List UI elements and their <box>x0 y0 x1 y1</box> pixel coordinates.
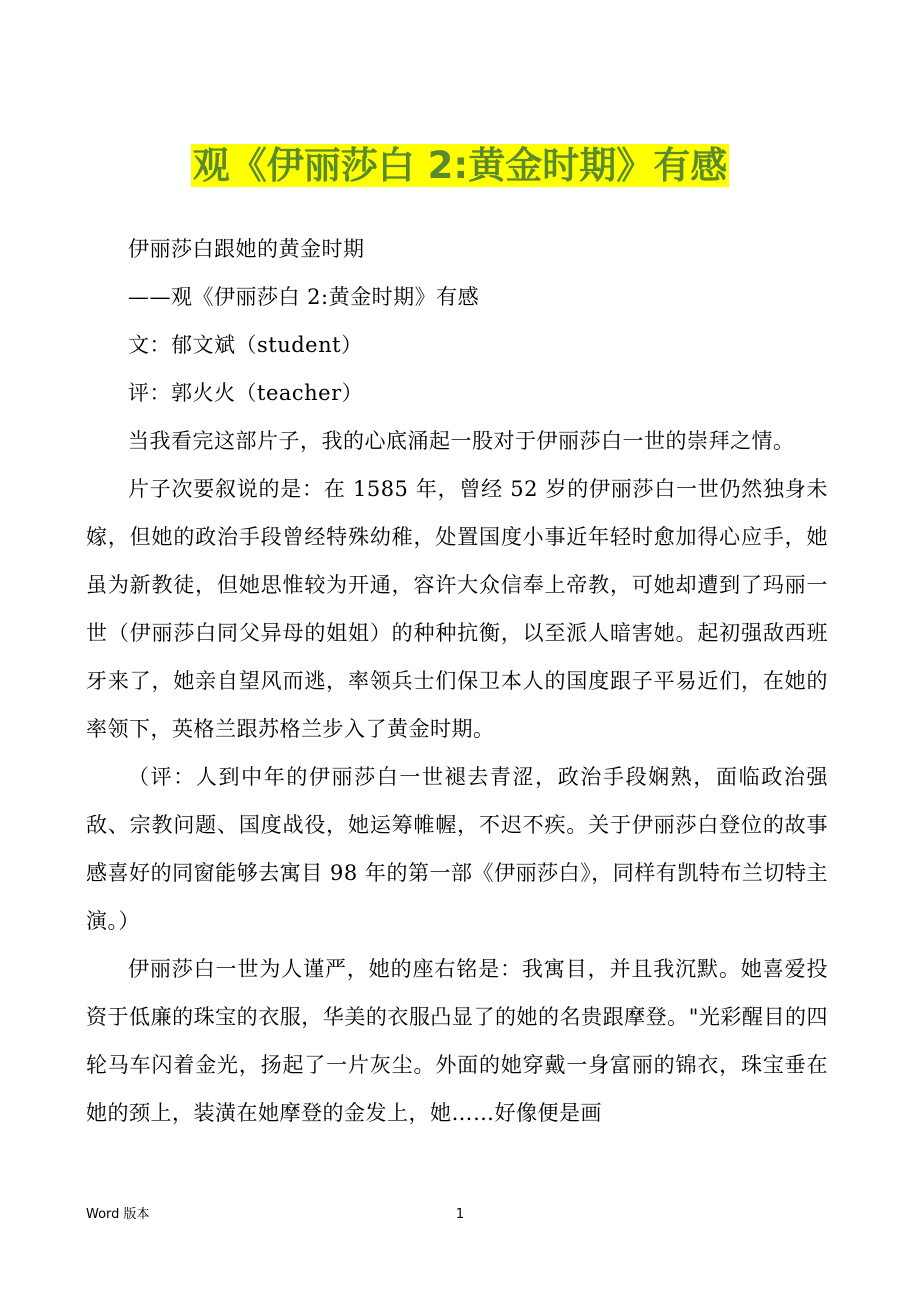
paragraph-subtitle: 伊丽莎白跟她的黄金时期 <box>128 237 365 261</box>
page-title <box>0 142 920 190</box>
paragraph-reviewer: 评：郭火火（teacher） <box>128 381 364 405</box>
page-number: 1 <box>455 1207 465 1222</box>
paragraph-body: 当我看完这部片子，我的心底涌起一股对于伊丽莎白一世的崇拜之情。 <box>128 429 795 453</box>
paragraph-comment: （评：人到中年的伊丽莎白一世褪去青涩，政治手段娴熟，面临政治强敌、宗教问题、国度战役，她运筹帷幄，不迟不疾。关于伊丽莎白登位的故事感喜好的同窗能够去寓目 98 年的第一部《伊丽莎白》，同样有凯特布兰切特主演。） <box>86 765 828 933</box>
paragraph-author: 文：郁文斌（student） <box>128 333 363 357</box>
page-title-text: 观《伊丽莎白 2:黄金时期》有感 <box>192 144 728 187</box>
paragraph-body: 伊丽莎白一世为人谨严，她的座右铭是：我寓目，并且我沉默。她喜爱投资于低廉的珠宝的衣服，华美的衣服凸显了的她的名贵跟摩登。"光彩醒目的四轮马车闪着金光，扬起了一片灰尘。外面的她穿戴一身富丽的锦衣，珠宝垂在她的颈上，装潢在她摩登的金发上，她……好像便是画 <box>86 957 828 1125</box>
paragraph-subheading: ——观《伊丽莎白 2:黄金时期》有感 <box>128 285 480 309</box>
footer-label: Word 版本 <box>86 1207 150 1222</box>
document-body <box>86 225 828 1137</box>
paragraph-body: 片子次要叙说的是：在 1585 年，曾经 52 岁的伊丽莎白一世仍然独身未嫁，但她的政治手段曾经特殊幼稚，处置国度小事近年轻时愈加得心应手，她虽为新教徒，但她思惟较为开通，容许大众信奉上帝教，可她却遭到了玛丽一世（伊丽莎白同父异母的姐姐）的种种抗衡，以至派人暗害她。起初强敌西班牙来了，她亲自望风而逃，率领兵士们保卫本人的国度跟子平易近们，在她的率领下，英格兰跟苏格兰步入了黄金时期。 <box>86 477 828 741</box>
